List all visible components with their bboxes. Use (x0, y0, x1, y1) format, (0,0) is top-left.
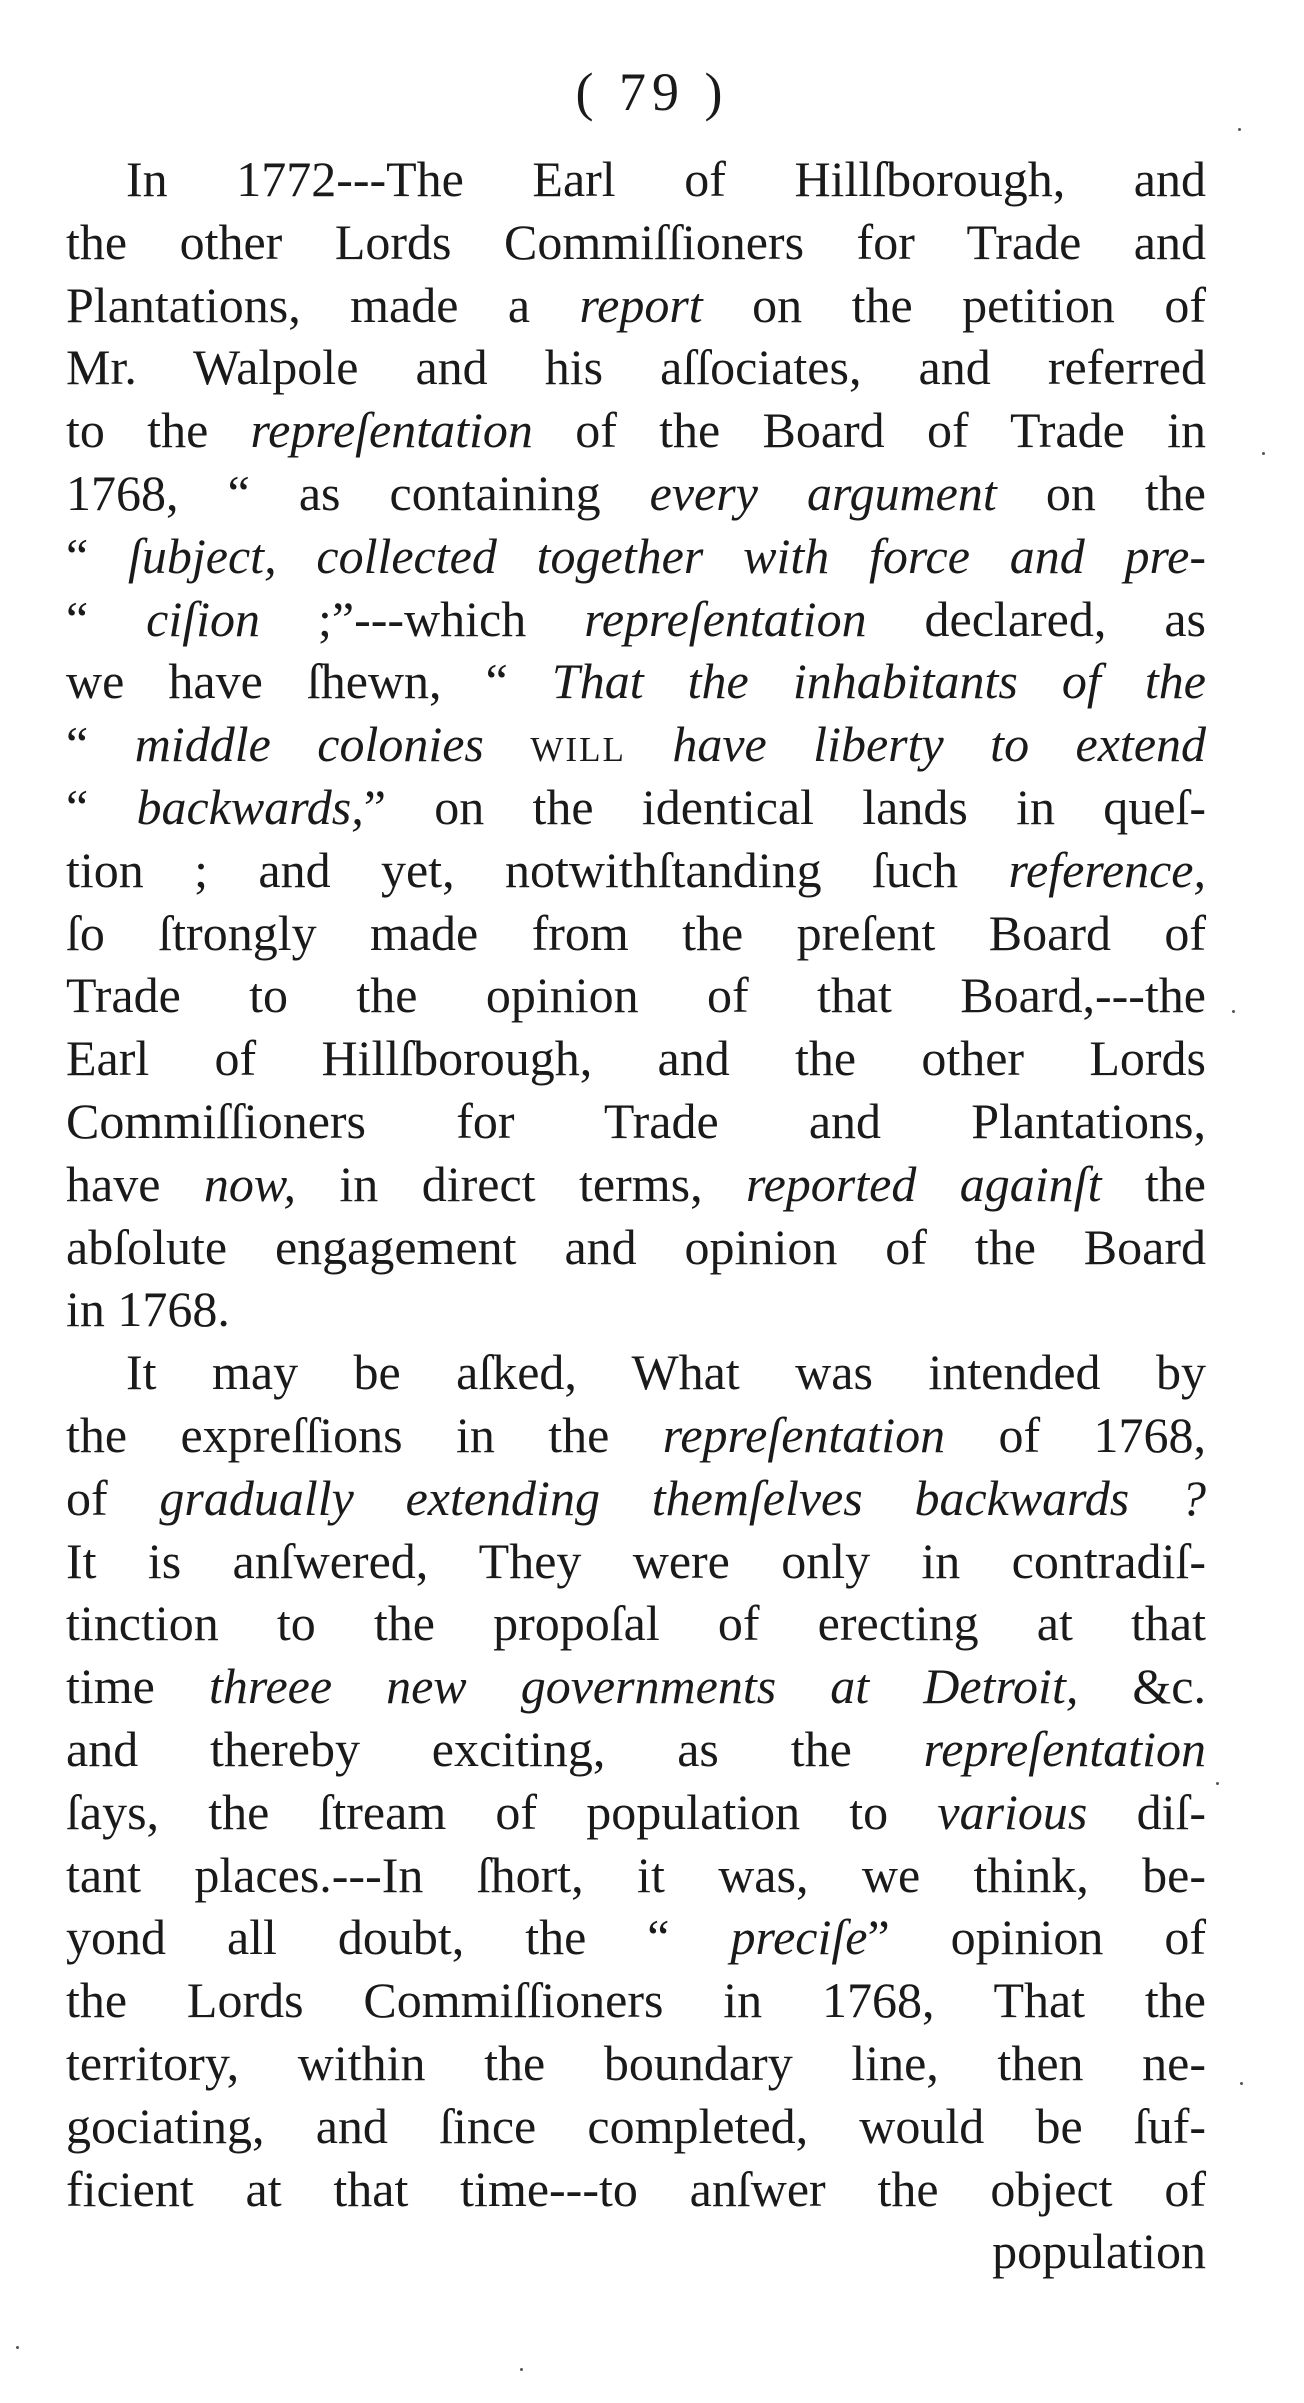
text-segment: tion ; and yet, notwithſtanding ſuch (66, 841, 1009, 898)
text-segment: 1768, “ as containing (66, 464, 650, 521)
text-line (66, 902, 1206, 965)
paper-speck (520, 2368, 523, 2371)
text-line (66, 776, 1206, 839)
text-line (66, 713, 1206, 776)
text-segment: of (66, 1469, 160, 1526)
text-segment: we have ſhewn, “ (66, 653, 552, 710)
text-segment: ” opinion of (867, 1909, 1206, 1966)
text-line (66, 148, 1206, 211)
paper-speck (1232, 1010, 1235, 1013)
text-line (66, 588, 1206, 651)
text-line (66, 2158, 1206, 2221)
text-segment: of 1768, (945, 1406, 1206, 1463)
italic-text: repreſentation (923, 1720, 1206, 1777)
text-segment: ” on the identical lands in queſ- (363, 778, 1206, 835)
paper-speck (1262, 452, 1265, 455)
text-line (66, 525, 1206, 588)
italic-text: middle colonies (134, 716, 484, 773)
italic-text: That the inhabitants of the (551, 653, 1206, 710)
text-segment: diſ- (1087, 1783, 1206, 1840)
italic-text: gradually extending themſelves backwards ? (159, 1469, 1206, 1526)
italic-text: reference, (1008, 841, 1206, 898)
italic-text: various (937, 1783, 1088, 1840)
text-line (66, 211, 1206, 274)
text-segment: abſolute engagement and opinion of the Board (66, 1218, 1206, 1275)
text-line (66, 1027, 1206, 1090)
text-segment: on the (996, 464, 1206, 521)
text-segment: “ (66, 527, 129, 584)
catchword: population (992, 2223, 1206, 2280)
text-segment: &c. (1078, 1658, 1207, 1715)
text-segment: the other Lords Commiſſioners for Trade and (66, 213, 1206, 270)
italic-text: threee new governments at Detroit, (208, 1658, 1079, 1715)
text-line (66, 1718, 1206, 1781)
small-caps-text: will (530, 716, 626, 773)
text-segment: of the Board of Trade in (532, 402, 1206, 459)
text-line (66, 1781, 1206, 1844)
text-line (66, 1530, 1206, 1593)
text-segment: “ (66, 778, 137, 835)
text-segment: to the (66, 402, 251, 459)
text-line (66, 839, 1206, 902)
italic-text: every argument (649, 464, 997, 521)
text-line (66, 1341, 1206, 1404)
text-line (66, 1969, 1206, 2032)
text-line (66, 1655, 1206, 1718)
text-line (66, 274, 1206, 337)
paper-speck (1240, 2082, 1243, 2085)
text-segment (484, 716, 530, 772)
text-segment: tinction to the propoſal of erecting at that (66, 1595, 1206, 1652)
text-line (66, 1844, 1206, 1907)
text-segment: It is anſwered, They were only in contradiſ- (66, 1532, 1206, 1589)
text-line (66, 1467, 1206, 1530)
text-line (66, 2095, 1206, 2158)
text-segment: Plantations, made a (66, 276, 580, 333)
text-line (66, 1090, 1206, 1153)
text-segment: gociating, and ſince completed, would be ſuf- (66, 2097, 1206, 2154)
text-line (66, 399, 1206, 462)
text-segment: It may be aſked, What was intended by (126, 1344, 1206, 1401)
text-line (66, 650, 1206, 713)
text-segment: in 1768. (66, 1281, 230, 1338)
text-segment: have (66, 1155, 204, 1212)
text-segment: Earl of Hillſborough, and the other Lords (66, 1030, 1206, 1087)
text-segment: time (66, 1658, 209, 1715)
text-line (66, 1906, 1206, 1969)
text-line (66, 336, 1206, 399)
text-segment: yond all doubt, the “ (66, 1909, 731, 1966)
paper-speck (1238, 128, 1241, 131)
text-segment: Mr. Walpole and his aſſociates, and referred (66, 339, 1206, 396)
text-segment: Commiſſioners for Trade and Plantations, (66, 1092, 1206, 1149)
text-segment: territory, within the boundary line, then ne- (66, 2034, 1206, 2091)
text-segment: the (1101, 1155, 1206, 1212)
text-segment: ſays, the ſtream of population to (66, 1783, 938, 1840)
text-segment: the Lords Commiſſioners in 1768, That the (66, 1972, 1206, 2029)
italic-text: backwards, (136, 778, 364, 835)
text-line (66, 1278, 1206, 1341)
text-segment: ficient at that time---to anſwer the object of (66, 2160, 1206, 2217)
text-line (66, 2032, 1206, 2095)
italic-text: have liberty to extend (672, 716, 1207, 773)
italic-text: preciſe (730, 1909, 868, 1966)
text-line (66, 1404, 1206, 1467)
paper-speck (16, 2346, 19, 2349)
text-line (66, 462, 1206, 525)
italic-text: repreſentation (584, 590, 867, 647)
text-line (66, 964, 1206, 1027)
page-number: ( 79 ) (575, 62, 729, 122)
text-segment: “ (66, 716, 135, 773)
text-segment: ;”---which (260, 590, 585, 647)
text-segment: on the petition of (702, 276, 1206, 333)
text-segment: the expreſſions in the (66, 1406, 663, 1463)
text-segment: in direct terms, (295, 1155, 747, 1212)
italic-text: repreſentation (250, 402, 533, 459)
italic-text: now, (203, 1155, 296, 1212)
text-segment: and thereby exciting, as the (66, 1720, 924, 1777)
italic-text: ſubject, collected together with force and pre- (128, 527, 1206, 584)
text-line (66, 1153, 1206, 1216)
paper-speck (1216, 1782, 1219, 1785)
italic-text: repreſentation (662, 1406, 946, 1463)
text-segment: “ (66, 590, 147, 647)
text-segment: declared, as (866, 590, 1206, 647)
text-segment: ſo ſtrongly made from the preſent Board of (66, 904, 1206, 961)
text-segment (626, 716, 672, 772)
italic-text: ciſion (146, 590, 261, 647)
body-text (66, 148, 1206, 2283)
text-line (66, 1592, 1206, 1655)
text-segment: In 1772---The Earl of Hillſborough, and (126, 151, 1206, 207)
italic-text: report (579, 276, 703, 333)
italic-text: reported againſt (746, 1155, 1102, 1212)
text-segment: Trade to the opinion of that Board,---the (66, 967, 1206, 1024)
text-segment: tant places.---In ſhort, it was, we think, be- (66, 1846, 1206, 1903)
text-line (66, 1216, 1206, 1279)
